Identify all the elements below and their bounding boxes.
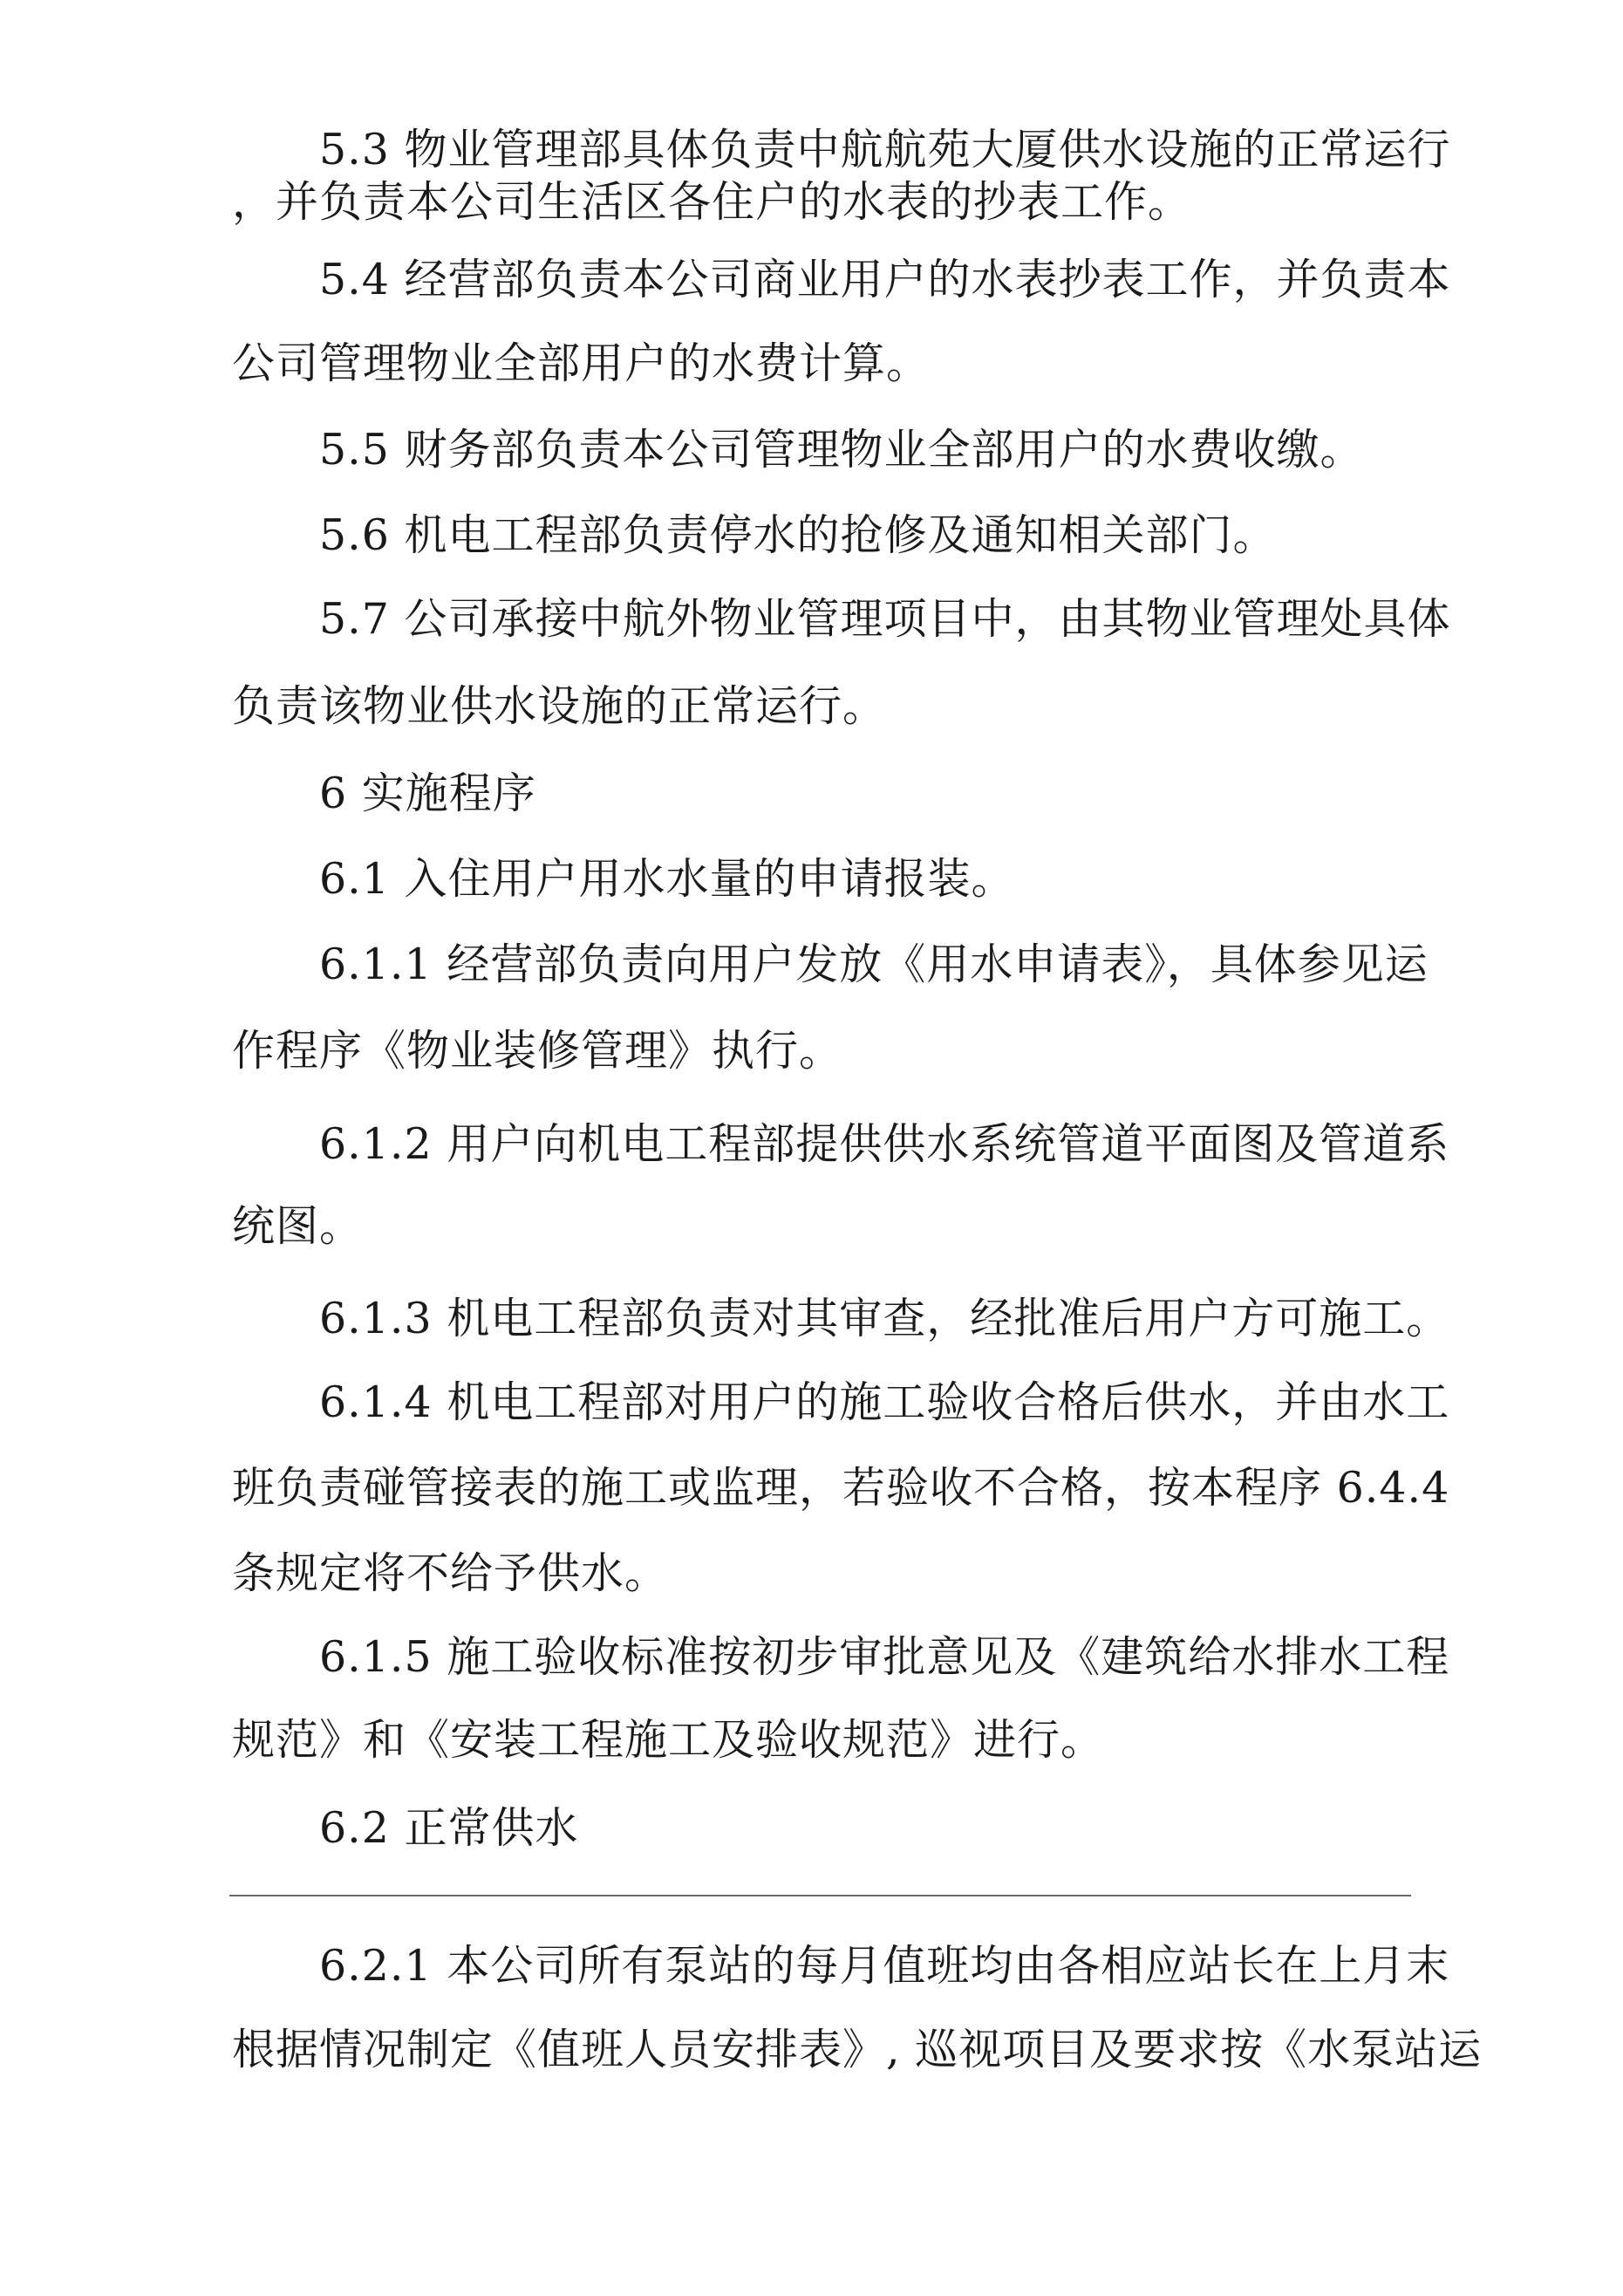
paragraph-5-3-line-1: 5.3 物业管理部具体负责中航航苑大厦供水设施的正常运行 <box>319 125 1451 174</box>
section-6-heading: 6 实施程序 <box>319 769 536 818</box>
paragraph-6-1-3: 6.1.3 机电工程部负责对其审查，经批准后用户方可施工。 <box>319 1294 1450 1343</box>
paragraph-6-2-1-line-1: 6.2.1 本公司所有泵站的每月值班均由各相应站长在上月末 <box>319 1941 1450 1991</box>
paragraph-5-6: 5.6 机电工程部负责停水的抢修及通知相关部门。 <box>319 510 1277 560</box>
horizontal-divider <box>229 1895 1411 1896</box>
section-6-2-heading: 6.2 正常供水 <box>319 1803 579 1853</box>
paragraph-6-1-1-line-1: 6.1.1 经营部负责向用户发放《用水申请表》，具体参见运 <box>319 940 1429 989</box>
paragraph-6-2-1-line-2: 根据情况制定《值班人员安排表》, 巡视项目及要求按《水泵站运 <box>232 2025 1483 2074</box>
paragraph-6-1-4-line-2: 班负责碰管接表的施工或监理，若验收不合格，按本程序 6.4.4 <box>232 1463 1450 1513</box>
paragraph-6-1: 6.1 入住用户用水水量的申请报装。 <box>319 854 1015 904</box>
paragraph-5-7-line-1: 5.7 公司承接中航外物业管理项目中，由其物业管理处具体 <box>319 594 1451 644</box>
paragraph-6-1-2-line-1: 6.1.2 用户向机电工程部提供供水系统管道平面图及管道系 <box>319 1119 1450 1169</box>
paragraph-6-1-4-line-3: 条规定将不给予供水。 <box>232 1548 669 1598</box>
paragraph-5-4-line-1: 5.4 经营部负责本公司商业用户的水表抄表工作，并负责本 <box>319 255 1451 304</box>
paragraph-6-1-5-line-2: 规范》和《安装工程施工及验收规范》进行。 <box>232 1715 1105 1765</box>
paragraph-5-3-line-2: ，并负责本公司生活区各住户的水表的抄表工作。 <box>232 177 1192 227</box>
paragraph-6-1-5-line-1: 6.1.5 施工验收标准按初步审批意见及《建筑给水排水工程 <box>319 1632 1450 1682</box>
paragraph-5-7-line-2: 负责该物业供水设施的正常运行。 <box>232 681 887 731</box>
paragraph-6-1-1-line-2: 作程序《物业装修管理》执行。 <box>232 1026 843 1076</box>
paragraph-6-1-4-line-1: 6.1.4 机电工程部对用户的施工验收合格后供水，并由水工 <box>319 1377 1450 1427</box>
paragraph-5-5: 5.5 财务部负责本公司管理物业全部用户的水费收缴。 <box>319 425 1364 475</box>
paragraph-6-1-2-line-2: 统图。 <box>232 1201 364 1251</box>
paragraph-5-4-line-2: 公司管理物业全部用户的水费计算。 <box>232 338 931 388</box>
